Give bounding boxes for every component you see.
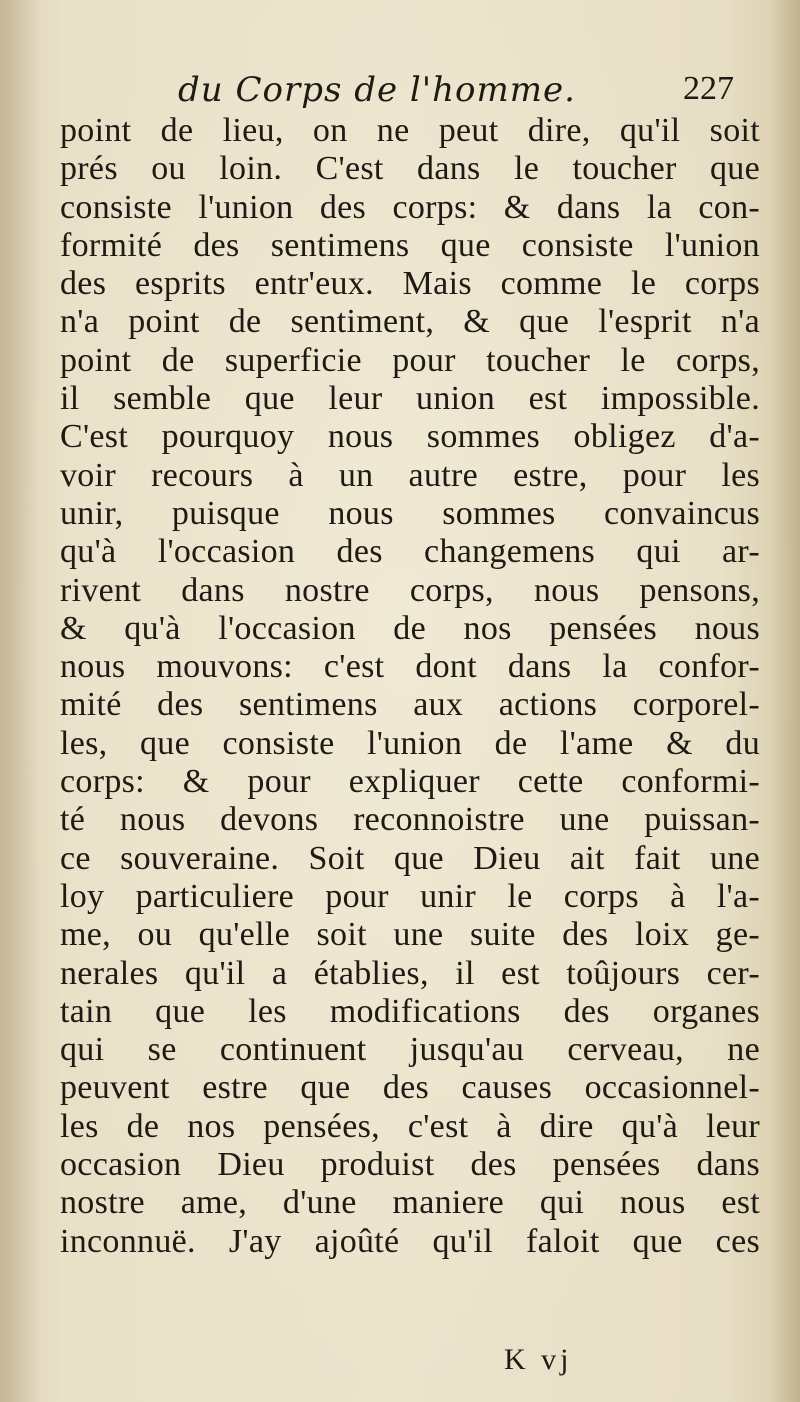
text-line: nous mouvons: c'est dont dans la confor- (60, 648, 760, 686)
text-line: mité des sentimens aux actions corporel- (60, 686, 760, 724)
text-line: ce souveraine. Soit que Dieu ait fait une (60, 839, 760, 877)
text-line: inconnuë. J'ay ajoûté qu'il faloit que ces (60, 1222, 760, 1260)
page-header (60, 64, 750, 114)
text-line: qui se continuent jusqu'au cerveau, ne (60, 1031, 760, 1069)
running-title: du Corps de l'homme. (178, 70, 576, 110)
text-line: formité des sentimens que consiste l'union (60, 226, 760, 264)
text-line: & qu'à l'occasion de nos pensées nous (60, 609, 760, 647)
text-line: des esprits entr'eux. Mais comme le corps (60, 265, 760, 303)
text-line: consiste l'union des corps: & dans la con- (60, 188, 760, 226)
text-line: il semble que leur union est impossible. (60, 380, 760, 418)
text-line: corps: & pour expliquer cette conformi- (60, 763, 760, 801)
text-line: C'est pourquoy nous sommes obligez d'a- (60, 418, 760, 456)
text-line: voir recours à un autre estre, pour les (60, 456, 760, 494)
page-edge-shadow-right (770, 0, 800, 1402)
text-line: point de superficie pour toucher le corps, (60, 341, 760, 379)
text-line: nerales qu'il a établies, il est toûjours cer- (60, 954, 760, 992)
text-line: rivent dans nostre corps, nous pensons, (60, 571, 760, 609)
text-line: occasion Dieu produist des pensées dans (60, 1146, 760, 1184)
text-line: té nous devons reconnoistre une puissan- (60, 801, 760, 839)
body-text (60, 112, 760, 1261)
text-line: unir, puisque nous sommes convaincus (60, 494, 760, 532)
text-line: tain que les modifications des organes (60, 992, 760, 1030)
text-line: prés ou loin. C'est dans le toucher que (60, 150, 760, 188)
page-number: 227 (683, 70, 734, 107)
text-line: les de nos pensées, c'est à dire qu'à leur (60, 1107, 760, 1145)
text-line: point de lieu, on ne peut dire, qu'il soit (60, 112, 760, 149)
text-line: les, que consiste l'union de l'ame & du (60, 724, 760, 762)
page-edge-shadow-left (0, 0, 40, 1402)
text-line: me, ou qu'elle soit une suite des loix ge- (60, 916, 760, 954)
text-line: peuvent estre que des causes occasionnel- (60, 1069, 760, 1107)
signature-mark: K vj (504, 1343, 573, 1376)
text-line: n'a point de sentiment, & que l'esprit n'a (60, 303, 760, 341)
text-line: nostre ame, d'une maniere qui nous est (60, 1184, 760, 1222)
text-line: qu'à l'occasion des changemens qui ar- (60, 533, 760, 571)
text-line: loy particuliere pour unir le corps à l'a- (60, 877, 760, 915)
